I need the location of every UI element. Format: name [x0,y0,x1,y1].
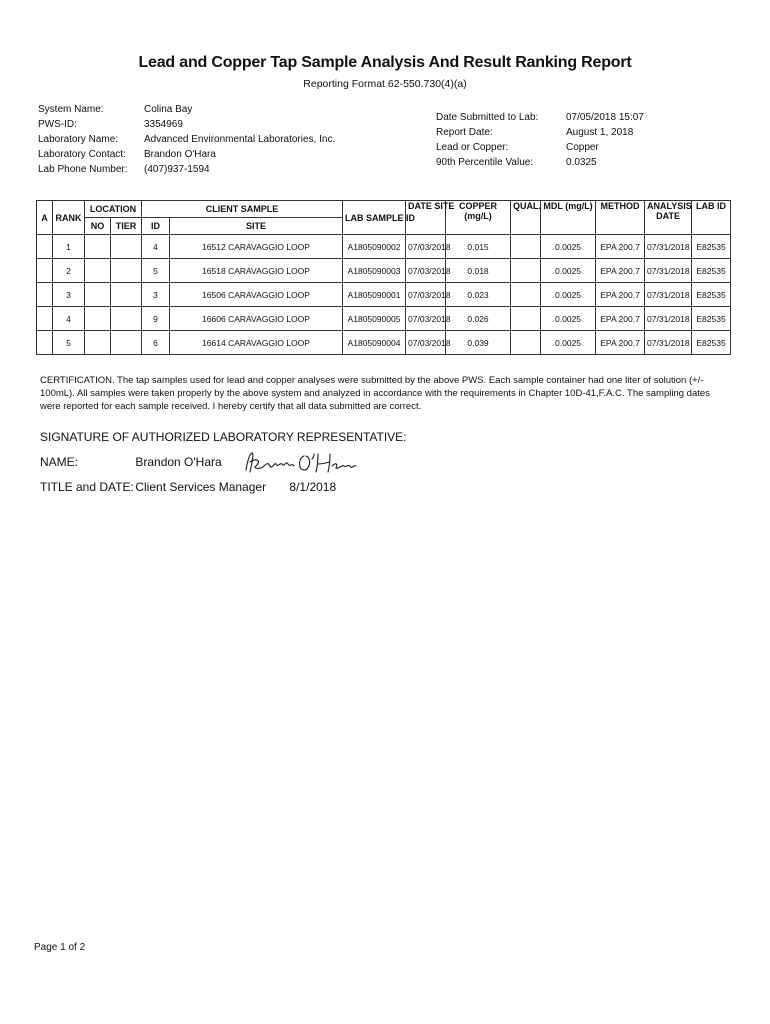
cell-tier [111,283,142,307]
col-analysis-date-header [645,201,692,235]
cell-rank: 5 [53,331,85,355]
cell-rank: 2 [53,259,85,283]
cell-date-site: 07/03/2018 [406,235,446,259]
cell-id: 6 [142,331,170,355]
pws-id-label: PWS-ID: [38,119,77,130]
cell-a [37,283,53,307]
report-info-block [436,110,644,170]
representative-title: Client Services Manager [135,480,267,494]
cell-no [85,235,111,259]
name-label: NAME: [40,455,79,469]
cell-qual [511,331,541,355]
lab-contact-label: Laboratory Contact: [38,149,126,160]
cell-no [85,283,111,307]
cell-a [37,235,53,259]
cell-rank: 1 [53,235,85,259]
report-date-label: Report Date: [436,127,493,138]
cell-site: 16518 CARAVAGGIO LOOP [170,259,343,283]
percentile-row [436,155,644,170]
cell-lab-sample-id: A1805090002 [343,235,406,259]
cell-qual [511,283,541,307]
table-row [37,283,731,307]
cell-a [37,259,53,283]
date-submitted-label: Date Submitted to Lab: [436,112,539,123]
cell-site: 16506 CARAVAGGIO LOOP [170,283,343,307]
cell-mdl: 0.0025 [541,283,596,307]
cell-method: EPA 200.7 [596,331,645,355]
cell-method: EPA 200.7 [596,307,645,331]
results-table [36,200,731,355]
col-lab-sample-id-header: LAB SAMPLE ID [343,201,406,235]
representative-name: Brandon O'Hara [135,455,222,469]
cell-method: EPA 200.7 [596,235,645,259]
copper-header-unit: (mg/L) [464,211,492,221]
cell-mdl: 0.0025 [541,307,596,331]
system-name-row [38,102,335,117]
cell-a [37,307,53,331]
percentile-label: 90th Percentile Value: [436,157,534,168]
cell-analysis-date: 07/31/2018 [645,235,692,259]
col-lab-id-header: LAB ID [692,201,731,235]
cell-id: 5 [142,259,170,283]
col-mdl-header: MDL (mg/L) [541,201,596,235]
analysis-date-header-label: DATE [656,211,680,221]
cell-analysis-date: 07/31/2018 [645,259,692,283]
percentile-value: 0.0325 [566,157,597,168]
cell-lab-sample-id: A1805090004 [343,331,406,355]
cell-lab-id: E82535 [692,331,731,355]
cell-no [85,259,111,283]
lead-or-copper-row [436,140,644,155]
title-date-label: TITLE and DATE: [40,480,134,494]
cell-lab-sample-id: A1805090005 [343,307,406,331]
col-date-site-header: DATE SITE [406,201,446,235]
table-row [37,259,731,283]
cell-no [85,331,111,355]
cell-lab-sample-id: A1805090003 [343,259,406,283]
table-header-row-top [37,201,731,218]
lead-or-copper-value: Copper [566,142,599,153]
cell-tier [111,307,142,331]
cell-copper: 0.039 [446,331,511,355]
cell-method: EPA 200.7 [596,259,645,283]
lab-phone-label: Lab Phone Number: [38,164,128,175]
cell-id: 3 [142,283,170,307]
cell-lab-id: E82535 [692,235,731,259]
date-submitted-row [436,110,644,125]
system-name-label: System Name: [38,104,104,115]
cell-copper: 0.015 [446,235,511,259]
cell-lab-sample-id: A1805090001 [343,283,406,307]
col-no-header: NO [85,218,111,235]
cell-rank: 3 [53,283,85,307]
cell-copper: 0.018 [446,259,511,283]
report-title: Lead and Copper Tap Sample Analysis And Result Ranking Report [138,54,632,71]
cell-tier [111,331,142,355]
signature-heading: SIGNATURE OF AUTHORIZED LABORATORY REPRESENTATIVE: [40,430,407,444]
cell-analysis-date: 07/31/2018 [645,307,692,331]
report-date-row [436,125,644,140]
copper-header-label: COPPER [459,201,498,211]
report-subtitle: Reporting Format 62-550.730(4)(a) [303,78,467,90]
signature-date: 8/1/2018 [289,480,337,494]
signature-stroke [246,453,356,472]
pws-id-row [38,117,335,132]
cell-date-site: 07/03/2018 [406,259,446,283]
lab-contact-row [38,147,335,162]
lab-phone-row [38,162,335,177]
cell-analysis-date: 07/31/2018 [645,331,692,355]
cell-site: 16512 CARAVAGGIO LOOP [170,235,343,259]
cell-no [85,307,111,331]
table-row [37,235,731,259]
page-number: Page 1 of 2 [34,942,86,953]
col-qual-header: QUAL. [511,201,541,235]
col-site-header: SITE [170,218,343,235]
report-date-value: August 1, 2018 [566,127,634,138]
certification-statement: CERTIFICATION. The tap samples used for lead and copper analyses were submitted by the above PWS. Each sample container had one liter of solution (+/- 100mL). All samples were taken properly by the above system and analyzed in accordance with the requirements in Chapter 10D-41,F.A.C. The sampling dates were reported for each sample received. I hereby certify that all data submitted are correct. [40,375,710,412]
lab-contact-value: Brandon O'Hara [144,149,216,160]
col-client-sample-header: CLIENT SAMPLE [142,201,343,218]
cell-date-site: 07/03/2018 [406,307,446,331]
analysis-header-label: ANALYSIS [647,201,692,211]
col-copper-header [446,201,511,235]
cell-site: 16606 CARAVAGGIO LOOP [170,307,343,331]
col-a-header: A [37,201,53,235]
cell-lab-id: E82535 [692,259,731,283]
signature-title-row [40,480,336,494]
handwritten-signature [242,448,362,478]
cell-date-site: 07/03/2018 [406,331,446,355]
col-location-header: LOCATION [85,201,142,218]
cell-rank: 4 [53,307,85,331]
pws-id-value: 3354969 [144,119,183,130]
table-row [37,307,731,331]
table-row [37,331,731,355]
col-tier-header: TIER [111,218,142,235]
signature-name-row [40,455,222,469]
system-name-value: Colina Bay [144,104,193,115]
lab-name-value: Advanced Environmental Laboratories, Inc. [144,134,336,145]
col-rank-header: RANK [53,201,85,235]
cell-qual [511,259,541,283]
cell-tier [111,235,142,259]
cell-copper: 0.026 [446,307,511,331]
col-method-header: METHOD [596,201,645,235]
cell-mdl: 0.0025 [541,235,596,259]
lead-or-copper-label: Lead or Copper: [436,142,509,153]
col-id-header: ID [142,218,170,235]
lab-phone-value: (407)937-1594 [144,164,210,175]
cell-a [37,331,53,355]
cell-mdl: 0.0025 [541,259,596,283]
lab-name-label: Laboratory Name: [38,134,119,145]
cell-qual [511,235,541,259]
lab-name-row [38,132,335,147]
date-submitted-value: 07/05/2018 15:07 [566,112,644,123]
system-info-block [38,102,335,177]
cell-analysis-date: 07/31/2018 [645,283,692,307]
cell-mdl: 0.0025 [541,331,596,355]
cell-date-site: 07/03/2018 [406,283,446,307]
cell-tier [111,259,142,283]
cell-qual [511,307,541,331]
cell-copper: 0.023 [446,283,511,307]
cell-lab-id: E82535 [692,307,731,331]
cell-lab-id: E82535 [692,283,731,307]
cell-id: 9 [142,307,170,331]
cell-method: EPA 200.7 [596,283,645,307]
cell-site: 16614 CARAVAGGIO LOOP [170,331,343,355]
cell-id: 4 [142,235,170,259]
